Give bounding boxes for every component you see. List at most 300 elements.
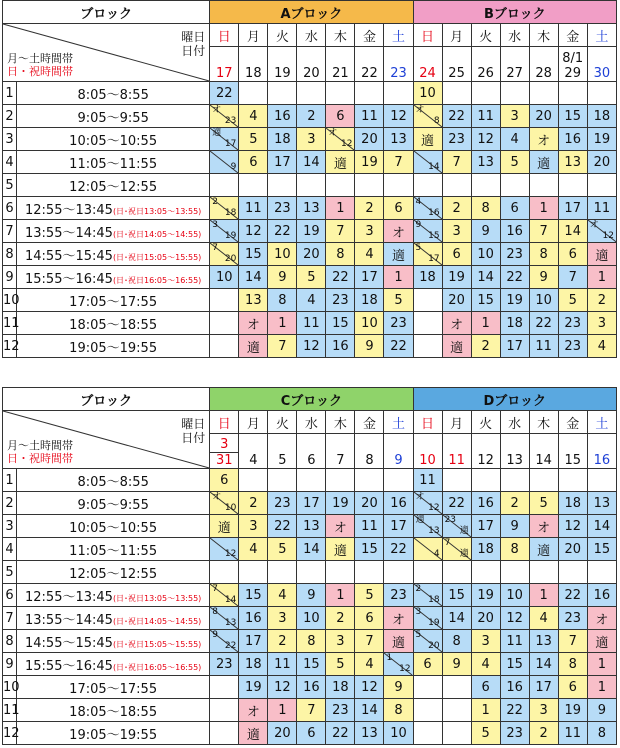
- schedule-cell[interactable]: 12: [471, 128, 500, 151]
- schedule-cell[interactable]: オ: [384, 220, 413, 243]
- schedule-cell[interactable]: 適: [239, 722, 268, 745]
- schedule-cell[interactable]: [210, 105, 239, 128]
- schedule-cell[interactable]: 22: [442, 492, 471, 515]
- schedule-cell[interactable]: 22: [268, 515, 297, 538]
- schedule-cell[interactable]: 12: [297, 335, 326, 358]
- schedule-cell[interactable]: 2: [268, 630, 297, 653]
- schedule-cell[interactable]: 12: [500, 607, 529, 630]
- schedule-cell[interactable]: 19: [471, 584, 500, 607]
- schedule-cell[interactable]: 10: [500, 584, 529, 607]
- schedule-cell[interactable]: オ: [529, 128, 558, 151]
- schedule-cell[interactable]: 19: [500, 289, 529, 312]
- schedule-cell[interactable]: 18: [268, 128, 297, 151]
- schedule-cell[interactable]: [384, 653, 413, 676]
- schedule-cell[interactable]: 9: [587, 699, 616, 722]
- schedule-cell[interactable]: 3: [471, 630, 500, 653]
- schedule-cell[interactable]: 5: [355, 584, 384, 607]
- schedule-cell[interactable]: 13: [384, 128, 413, 151]
- schedule-cell[interactable]: [326, 82, 355, 105]
- schedule-cell[interactable]: 9: [529, 266, 558, 289]
- schedule-cell[interactable]: [471, 469, 500, 492]
- schedule-cell[interactable]: 14: [297, 538, 326, 561]
- schedule-cell[interactable]: オ: [587, 607, 616, 630]
- schedule-cell[interactable]: 23: [558, 335, 587, 358]
- schedule-cell[interactable]: 13: [297, 515, 326, 538]
- schedule-cell[interactable]: [413, 174, 442, 197]
- schedule-cell[interactable]: 19: [558, 699, 587, 722]
- schedule-cell[interactable]: 14: [239, 266, 268, 289]
- schedule-cell[interactable]: 5: [268, 538, 297, 561]
- schedule-cell[interactable]: 18: [355, 289, 384, 312]
- schedule-cell[interactable]: [355, 174, 384, 197]
- schedule-cell[interactable]: 適: [326, 151, 355, 174]
- schedule-cell[interactable]: 1: [326, 584, 355, 607]
- schedule-cell[interactable]: 16: [471, 492, 500, 515]
- schedule-cell[interactable]: 7: [355, 630, 384, 653]
- schedule-cell[interactable]: [413, 151, 442, 174]
- schedule-cell[interactable]: [413, 243, 442, 266]
- schedule-cell[interactable]: [471, 561, 500, 584]
- schedule-cell[interactable]: 14: [442, 607, 471, 630]
- schedule-cell[interactable]: [587, 220, 616, 243]
- schedule-cell[interactable]: [529, 174, 558, 197]
- schedule-cell[interactable]: [413, 335, 442, 358]
- schedule-cell[interactable]: 15: [239, 584, 268, 607]
- schedule-cell[interactable]: 23: [210, 653, 239, 676]
- schedule-cell[interactable]: [210, 128, 239, 151]
- schedule-cell[interactable]: 8: [500, 538, 529, 561]
- schedule-cell[interactable]: [413, 699, 442, 722]
- schedule-cell[interactable]: 7: [442, 151, 471, 174]
- schedule-cell[interactable]: 6: [442, 243, 471, 266]
- schedule-cell[interactable]: [210, 243, 239, 266]
- schedule-cell[interactable]: [442, 676, 471, 699]
- schedule-cell[interactable]: [210, 584, 239, 607]
- schedule-cell[interactable]: 7: [558, 266, 587, 289]
- schedule-cell[interactable]: 20: [471, 607, 500, 630]
- schedule-cell[interactable]: 22: [500, 266, 529, 289]
- schedule-cell[interactable]: 2: [239, 492, 268, 515]
- schedule-cell[interactable]: 11: [268, 653, 297, 676]
- schedule-cell[interactable]: 13: [471, 151, 500, 174]
- schedule-cell[interactable]: 5: [384, 289, 413, 312]
- schedule-cell[interactable]: [413, 312, 442, 335]
- schedule-cell[interactable]: 23: [442, 128, 471, 151]
- schedule-cell[interactable]: 適: [326, 538, 355, 561]
- schedule-cell[interactable]: 6: [355, 607, 384, 630]
- schedule-cell[interactable]: [297, 469, 326, 492]
- schedule-cell[interactable]: 16: [500, 676, 529, 699]
- schedule-cell[interactable]: 6: [471, 676, 500, 699]
- schedule-cell[interactable]: 19: [297, 220, 326, 243]
- schedule-cell[interactable]: [384, 561, 413, 584]
- schedule-cell[interactable]: 13: [355, 722, 384, 745]
- schedule-cell[interactable]: 14: [355, 699, 384, 722]
- schedule-cell[interactable]: 1: [529, 197, 558, 220]
- schedule-cell[interactable]: 10: [210, 266, 239, 289]
- schedule-cell[interactable]: [413, 561, 442, 584]
- schedule-cell[interactable]: 20: [442, 289, 471, 312]
- schedule-cell[interactable]: 15: [297, 653, 326, 676]
- schedule-cell[interactable]: 1: [587, 653, 616, 676]
- schedule-cell[interactable]: 16: [384, 492, 413, 515]
- schedule-cell[interactable]: 9: [297, 584, 326, 607]
- schedule-cell[interactable]: [210, 561, 239, 584]
- schedule-cell[interactable]: 10: [413, 82, 442, 105]
- schedule-cell[interactable]: 9: [471, 220, 500, 243]
- schedule-cell[interactable]: [442, 538, 471, 561]
- schedule-cell[interactable]: 8: [558, 653, 587, 676]
- schedule-cell[interactable]: 23: [268, 197, 297, 220]
- schedule-cell[interactable]: 3: [268, 607, 297, 630]
- schedule-cell[interactable]: 15: [500, 653, 529, 676]
- schedule-cell[interactable]: 4: [471, 653, 500, 676]
- schedule-cell[interactable]: 19: [442, 266, 471, 289]
- schedule-cell[interactable]: [500, 469, 529, 492]
- schedule-cell[interactable]: 8: [384, 699, 413, 722]
- schedule-cell[interactable]: 3: [529, 699, 558, 722]
- schedule-cell[interactable]: 2: [442, 197, 471, 220]
- schedule-cell[interactable]: 20: [587, 151, 616, 174]
- schedule-cell[interactable]: 2: [471, 335, 500, 358]
- schedule-cell[interactable]: 6: [413, 653, 442, 676]
- schedule-cell[interactable]: 4: [500, 128, 529, 151]
- schedule-cell[interactable]: [442, 515, 471, 538]
- schedule-cell[interactable]: 11: [558, 722, 587, 745]
- schedule-cell[interactable]: 16: [500, 220, 529, 243]
- schedule-cell[interactable]: 2: [529, 722, 558, 745]
- schedule-cell[interactable]: [384, 469, 413, 492]
- schedule-cell[interactable]: 19: [326, 492, 355, 515]
- schedule-cell[interactable]: 12: [384, 105, 413, 128]
- schedule-cell[interactable]: 7: [268, 335, 297, 358]
- schedule-cell[interactable]: [413, 289, 442, 312]
- schedule-cell[interactable]: [239, 561, 268, 584]
- schedule-cell[interactable]: 3: [355, 220, 384, 243]
- schedule-cell[interactable]: 6: [558, 243, 587, 266]
- schedule-cell[interactable]: [239, 174, 268, 197]
- schedule-cell[interactable]: 4: [355, 243, 384, 266]
- schedule-cell[interactable]: [558, 561, 587, 584]
- schedule-cell[interactable]: 3: [326, 630, 355, 653]
- schedule-cell[interactable]: 15: [239, 243, 268, 266]
- schedule-cell[interactable]: 7: [384, 151, 413, 174]
- schedule-cell[interactable]: 23: [500, 243, 529, 266]
- schedule-cell[interactable]: [500, 561, 529, 584]
- schedule-cell[interactable]: [442, 469, 471, 492]
- schedule-cell[interactable]: 14: [587, 515, 616, 538]
- schedule-cell[interactable]: [413, 492, 442, 515]
- schedule-cell[interactable]: 16: [587, 584, 616, 607]
- schedule-cell[interactable]: 4: [268, 584, 297, 607]
- schedule-cell[interactable]: 20: [297, 243, 326, 266]
- schedule-cell[interactable]: 1: [268, 699, 297, 722]
- schedule-cell[interactable]: [355, 82, 384, 105]
- schedule-cell[interactable]: 15: [326, 312, 355, 335]
- schedule-cell[interactable]: 23: [384, 584, 413, 607]
- schedule-cell[interactable]: 10: [529, 289, 558, 312]
- schedule-cell[interactable]: 15: [471, 289, 500, 312]
- schedule-cell[interactable]: 1: [471, 312, 500, 335]
- schedule-cell[interactable]: 11: [413, 469, 442, 492]
- schedule-cell[interactable]: オ: [326, 515, 355, 538]
- schedule-cell[interactable]: [529, 561, 558, 584]
- schedule-cell[interactable]: 11: [297, 312, 326, 335]
- schedule-cell[interactable]: 12: [239, 220, 268, 243]
- schedule-cell[interactable]: [500, 174, 529, 197]
- schedule-cell[interactable]: 18: [413, 266, 442, 289]
- schedule-cell[interactable]: 5: [239, 128, 268, 151]
- schedule-cell[interactable]: 15: [442, 584, 471, 607]
- schedule-cell[interactable]: [500, 82, 529, 105]
- schedule-cell[interactable]: 7: [297, 699, 326, 722]
- schedule-cell[interactable]: [268, 561, 297, 584]
- schedule-cell[interactable]: 7: [558, 630, 587, 653]
- schedule-cell[interactable]: 1: [529, 584, 558, 607]
- schedule-cell[interactable]: 5: [326, 653, 355, 676]
- schedule-cell[interactable]: 1: [587, 266, 616, 289]
- schedule-cell[interactable]: [442, 561, 471, 584]
- schedule-cell[interactable]: [268, 469, 297, 492]
- schedule-cell[interactable]: 3: [297, 128, 326, 151]
- schedule-cell[interactable]: 20: [558, 538, 587, 561]
- schedule-cell[interactable]: [239, 469, 268, 492]
- schedule-cell[interactable]: 1: [384, 266, 413, 289]
- schedule-cell[interactable]: 15: [558, 105, 587, 128]
- schedule-cell[interactable]: 適: [587, 243, 616, 266]
- schedule-cell[interactable]: [442, 174, 471, 197]
- schedule-cell[interactable]: [413, 676, 442, 699]
- schedule-cell[interactable]: [355, 561, 384, 584]
- schedule-cell[interactable]: 14: [471, 266, 500, 289]
- schedule-cell[interactable]: [326, 561, 355, 584]
- schedule-cell[interactable]: 4: [239, 105, 268, 128]
- schedule-cell[interactable]: [413, 538, 442, 561]
- schedule-cell[interactable]: 20: [268, 722, 297, 745]
- schedule-cell[interactable]: 適: [384, 630, 413, 653]
- schedule-cell[interactable]: 適: [413, 128, 442, 151]
- schedule-cell[interactable]: [268, 174, 297, 197]
- schedule-cell[interactable]: 20: [355, 492, 384, 515]
- schedule-cell[interactable]: [471, 174, 500, 197]
- schedule-cell[interactable]: 4: [297, 289, 326, 312]
- schedule-cell[interactable]: 7: [326, 220, 355, 243]
- schedule-cell[interactable]: [587, 561, 616, 584]
- schedule-cell[interactable]: [326, 174, 355, 197]
- schedule-cell[interactable]: [210, 722, 239, 745]
- schedule-cell[interactable]: オ: [529, 515, 558, 538]
- schedule-cell[interactable]: [326, 128, 355, 151]
- schedule-cell[interactable]: 13: [587, 492, 616, 515]
- schedule-cell[interactable]: 8: [326, 243, 355, 266]
- schedule-cell[interactable]: 9: [355, 335, 384, 358]
- schedule-cell[interactable]: 23: [500, 722, 529, 745]
- schedule-cell[interactable]: 13: [239, 289, 268, 312]
- schedule-cell[interactable]: 18: [239, 653, 268, 676]
- schedule-cell[interactable]: [413, 584, 442, 607]
- schedule-cell[interactable]: [297, 174, 326, 197]
- schedule-cell[interactable]: [587, 469, 616, 492]
- schedule-cell[interactable]: 3: [500, 105, 529, 128]
- schedule-cell[interactable]: 適: [239, 335, 268, 358]
- schedule-cell[interactable]: 2: [587, 289, 616, 312]
- schedule-cell[interactable]: 10: [268, 243, 297, 266]
- schedule-cell[interactable]: 6: [210, 469, 239, 492]
- schedule-cell[interactable]: 11: [239, 197, 268, 220]
- schedule-cell[interactable]: 15: [355, 538, 384, 561]
- schedule-cell[interactable]: [326, 469, 355, 492]
- schedule-cell[interactable]: [210, 335, 239, 358]
- schedule-cell[interactable]: 13: [297, 197, 326, 220]
- schedule-cell[interactable]: 8: [529, 243, 558, 266]
- schedule-cell[interactable]: 5: [500, 151, 529, 174]
- schedule-cell[interactable]: [384, 82, 413, 105]
- schedule-cell[interactable]: 9: [268, 266, 297, 289]
- schedule-cell[interactable]: 4: [587, 335, 616, 358]
- schedule-cell[interactable]: 5: [529, 492, 558, 515]
- schedule-cell[interactable]: [413, 220, 442, 243]
- schedule-cell[interactable]: 22: [500, 699, 529, 722]
- schedule-cell[interactable]: 10: [297, 607, 326, 630]
- schedule-cell[interactable]: [210, 174, 239, 197]
- schedule-cell[interactable]: 14: [558, 220, 587, 243]
- schedule-cell[interactable]: 適: [384, 243, 413, 266]
- schedule-cell[interactable]: 12: [355, 676, 384, 699]
- schedule-cell[interactable]: [210, 676, 239, 699]
- schedule-cell[interactable]: 3: [239, 515, 268, 538]
- schedule-cell[interactable]: 1: [326, 197, 355, 220]
- schedule-cell[interactable]: オ: [442, 312, 471, 335]
- schedule-cell[interactable]: 23: [268, 492, 297, 515]
- schedule-cell[interactable]: 9: [500, 515, 529, 538]
- schedule-cell[interactable]: 17: [239, 630, 268, 653]
- schedule-cell[interactable]: 2: [355, 197, 384, 220]
- schedule-cell[interactable]: 22: [384, 335, 413, 358]
- schedule-cell[interactable]: 11: [355, 105, 384, 128]
- schedule-cell[interactable]: 10: [471, 243, 500, 266]
- schedule-cell[interactable]: 4: [239, 538, 268, 561]
- schedule-cell[interactable]: 22: [442, 105, 471, 128]
- schedule-cell[interactable]: 19: [239, 676, 268, 699]
- schedule-cell[interactable]: [268, 82, 297, 105]
- schedule-cell[interactable]: [210, 312, 239, 335]
- schedule-cell[interactable]: [239, 82, 268, 105]
- schedule-cell[interactable]: [210, 220, 239, 243]
- schedule-cell[interactable]: 3: [587, 312, 616, 335]
- schedule-cell[interactable]: 18: [500, 312, 529, 335]
- schedule-cell[interactable]: 8: [442, 630, 471, 653]
- schedule-cell[interactable]: 2: [326, 607, 355, 630]
- schedule-cell[interactable]: 11: [587, 197, 616, 220]
- schedule-cell[interactable]: 12: [558, 515, 587, 538]
- schedule-cell[interactable]: 17: [529, 676, 558, 699]
- schedule-cell[interactable]: 適: [587, 630, 616, 653]
- schedule-cell[interactable]: 8: [587, 722, 616, 745]
- schedule-cell[interactable]: [587, 82, 616, 105]
- schedule-cell[interactable]: [471, 82, 500, 105]
- schedule-cell[interactable]: オ: [239, 699, 268, 722]
- schedule-cell[interactable]: 10: [384, 722, 413, 745]
- schedule-cell[interactable]: 18: [587, 105, 616, 128]
- schedule-cell[interactable]: 22: [326, 266, 355, 289]
- schedule-cell[interactable]: 3: [442, 220, 471, 243]
- schedule-cell[interactable]: [442, 699, 471, 722]
- schedule-cell[interactable]: 18: [326, 676, 355, 699]
- schedule-cell[interactable]: 2: [297, 105, 326, 128]
- schedule-cell[interactable]: オ: [384, 607, 413, 630]
- schedule-cell[interactable]: [442, 722, 471, 745]
- schedule-cell[interactable]: 16: [326, 335, 355, 358]
- schedule-cell[interactable]: 19: [587, 128, 616, 151]
- schedule-cell[interactable]: 23: [558, 607, 587, 630]
- schedule-cell[interactable]: 19: [355, 151, 384, 174]
- schedule-cell[interactable]: 17: [500, 335, 529, 358]
- schedule-cell[interactable]: 16: [239, 607, 268, 630]
- schedule-cell[interactable]: [210, 607, 239, 630]
- schedule-cell[interactable]: [210, 197, 239, 220]
- schedule-cell[interactable]: 22: [210, 82, 239, 105]
- schedule-cell[interactable]: 4: [529, 607, 558, 630]
- schedule-cell[interactable]: [355, 469, 384, 492]
- schedule-cell[interactable]: 11: [471, 105, 500, 128]
- schedule-cell[interactable]: 11: [529, 335, 558, 358]
- schedule-cell[interactable]: 適: [529, 538, 558, 561]
- schedule-cell[interactable]: 15: [587, 538, 616, 561]
- schedule-cell[interactable]: 14: [529, 653, 558, 676]
- schedule-cell[interactable]: [413, 607, 442, 630]
- schedule-cell[interactable]: 17: [384, 515, 413, 538]
- schedule-cell[interactable]: [210, 699, 239, 722]
- schedule-cell[interactable]: 20: [355, 128, 384, 151]
- schedule-cell[interactable]: 7: [529, 220, 558, 243]
- schedule-cell[interactable]: 20: [529, 105, 558, 128]
- schedule-cell[interactable]: [413, 105, 442, 128]
- schedule-cell[interactable]: [210, 492, 239, 515]
- schedule-cell[interactable]: 8: [297, 630, 326, 653]
- schedule-cell[interactable]: [442, 82, 471, 105]
- schedule-cell[interactable]: 6: [239, 151, 268, 174]
- schedule-cell[interactable]: 1: [587, 676, 616, 699]
- schedule-cell[interactable]: 6: [384, 197, 413, 220]
- schedule-cell[interactable]: 17: [268, 151, 297, 174]
- schedule-cell[interactable]: 18: [471, 538, 500, 561]
- schedule-cell[interactable]: 18: [558, 492, 587, 515]
- schedule-cell[interactable]: 1: [471, 699, 500, 722]
- schedule-cell[interactable]: 22: [384, 538, 413, 561]
- schedule-cell[interactable]: 23: [558, 312, 587, 335]
- schedule-cell[interactable]: 23: [326, 699, 355, 722]
- schedule-cell[interactable]: 22: [529, 312, 558, 335]
- schedule-cell[interactable]: 6: [500, 197, 529, 220]
- schedule-cell[interactable]: 17: [471, 515, 500, 538]
- schedule-cell[interactable]: [587, 174, 616, 197]
- schedule-cell[interactable]: 8: [471, 197, 500, 220]
- schedule-cell[interactable]: 14: [297, 151, 326, 174]
- schedule-cell[interactable]: [210, 538, 239, 561]
- schedule-cell[interactable]: [558, 82, 587, 105]
- schedule-cell[interactable]: 5: [471, 722, 500, 745]
- schedule-cell[interactable]: 6: [297, 722, 326, 745]
- schedule-cell[interactable]: 22: [326, 722, 355, 745]
- schedule-cell[interactable]: 16: [558, 128, 587, 151]
- schedule-cell[interactable]: 9: [442, 653, 471, 676]
- schedule-cell[interactable]: 17: [558, 197, 587, 220]
- schedule-cell[interactable]: 17: [297, 492, 326, 515]
- schedule-cell[interactable]: 16: [297, 676, 326, 699]
- schedule-cell[interactable]: [210, 289, 239, 312]
- schedule-cell[interactable]: 5: [558, 289, 587, 312]
- schedule-cell[interactable]: 2: [500, 492, 529, 515]
